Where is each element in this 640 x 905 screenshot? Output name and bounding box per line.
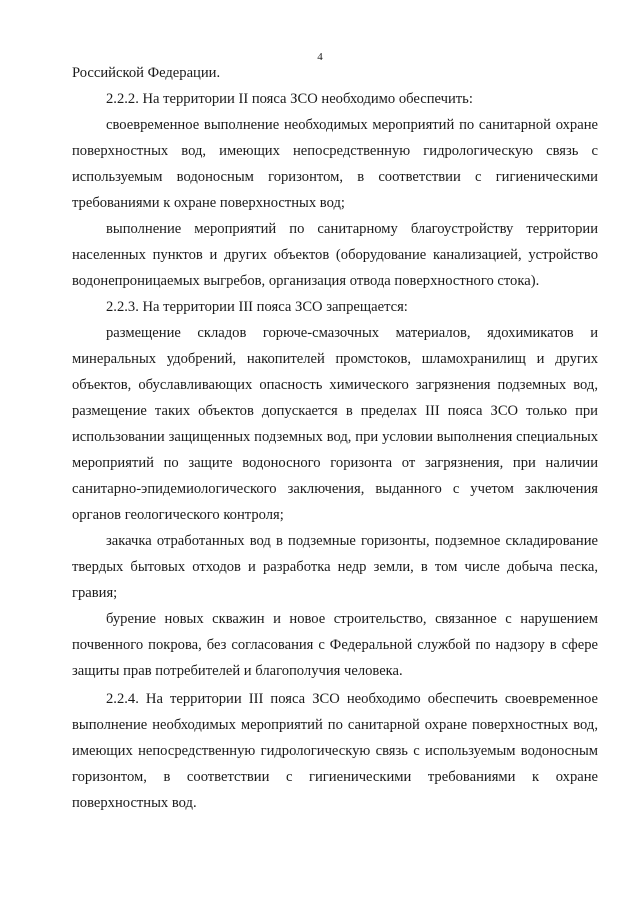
section-heading-2-2-4: 2.2.4. На территории III пояса ЗСО необходимо обеспечить своевременное выполнение необходимых мероприятий по санитарной охране поверхностных вод, имеющих непосредственную гидрологическую связь с используемым водоносным горизонтом, в соответствии с гигиеническими требованиями к охране поверхностных вод. [72, 691, 598, 811]
page-number: 4 [317, 51, 323, 63]
document-body [72, 60, 598, 816]
section-heading-2-2-3: 2.2.3. На территории III пояса ЗСО запрещается: [106, 299, 408, 315]
paragraph-injection-prohibition: закачка отработанных вод в подземные горизонты, подземное складирование твердых бытовых отходов и разработка недр земли, в том числе добыча песка, гравия; [72, 533, 598, 601]
paragraph-sanitary-improvement: выполнение мероприятий по санитарному благоустройству территории населенных пунктов и других объектов (оборудование канализацией, устройство водонепроницаемых выгребов, организация отвода поверхностного стока). [72, 221, 598, 289]
section-heading-2-2-2: 2.2.2. На территории II пояса ЗСО необходимо обеспечить: [106, 91, 473, 107]
paragraph-continuation: Российской Федерации. [72, 65, 221, 81]
paragraph-drilling-prohibition: бурение новых скважин и новое строительство, связанное с нарушением почвенного покрова, без согласования с Федеральной службой по надзору в сфере защиты прав потребителей и благополучия человека. [72, 611, 598, 679]
paragraph-storage-prohibition: размещение складов горюче-смазочных материалов, ядохимикатов и минеральных удобрений, накопителей промстоков, шламохранилищ и других объектов, обуславливающих опасность химического загрязнения подземных вод, размещение таких объектов допускается в пределах III пояса ЗСО только при использовании защищенных подземных вод, при условии выполнения специальных мероприятий по защите водоносного горизонта от загрязнения, при наличии санитарно-эпидемиологического заключения, выданного с учетом заключения органов геологического контроля; [72, 325, 598, 523]
paragraph-surface-water-protection: своевременное выполнение необходимых мероприятий по санитарной охране поверхностных вод, имеющих непосредственную гидрологическую связь с используемым водоносным горизонтом, в соответствии с гигиеническими требованиями к охране поверхностных вод; [72, 117, 598, 211]
